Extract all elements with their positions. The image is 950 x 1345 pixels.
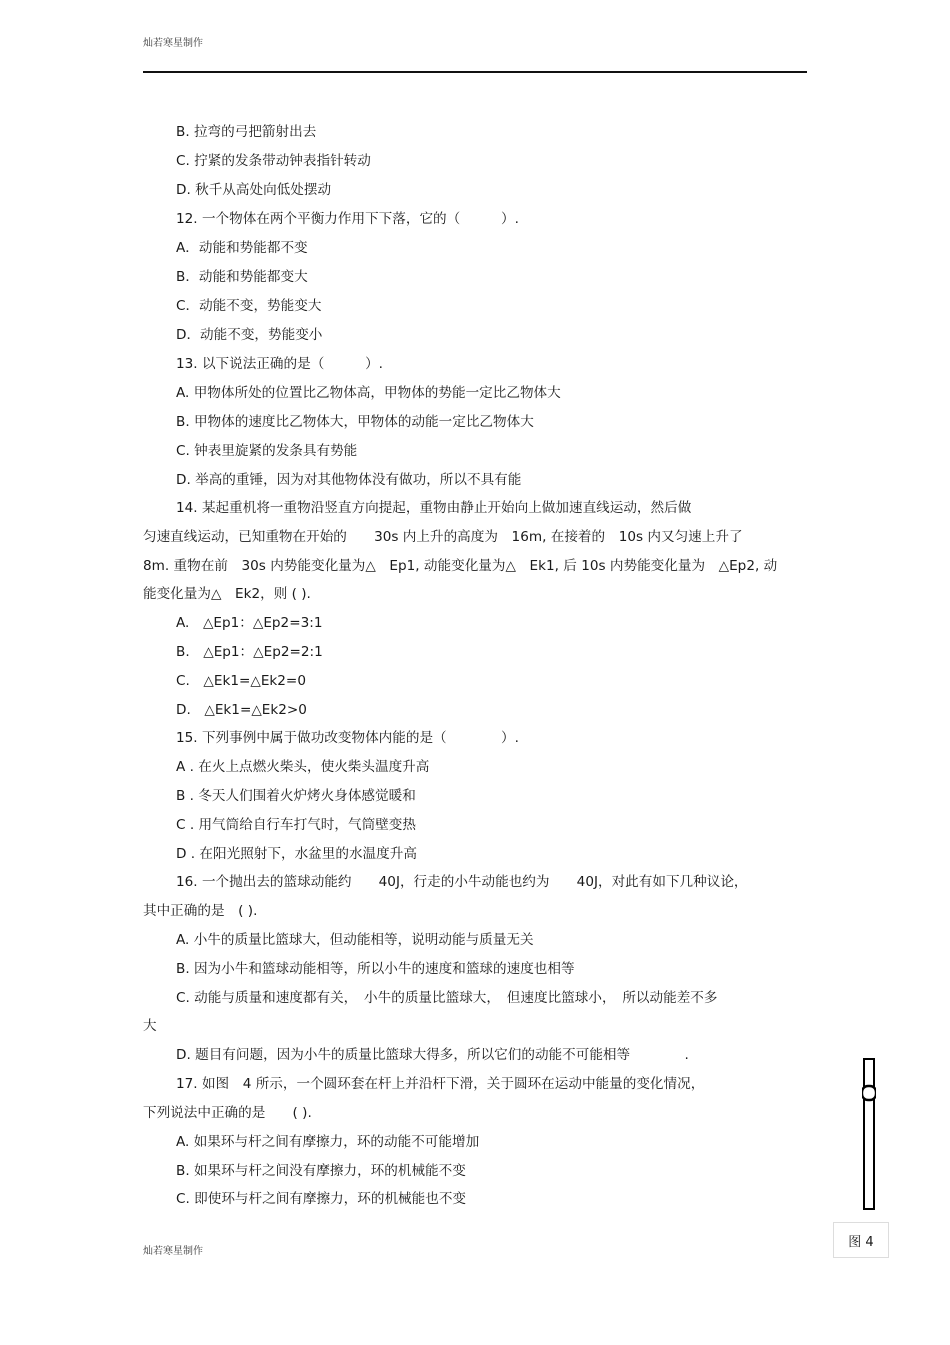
ring	[862, 1086, 876, 1100]
question-17: 17. 如图 4 所示，一个圆环套在杆上并沿杆下滑，关于圆环在运动中能量的变化情况，	[176, 1076, 705, 1092]
text-line: D. △Ek1=△Ek2>0	[176, 702, 307, 718]
text-line: B . 冬天人们围着火炉烤火身体感觉暖和	[176, 788, 416, 804]
text-line: 下列说法中正确的是 ( ).	[143, 1105, 312, 1121]
text-line: C. 拧紧的发条带动钟表指针转动	[176, 153, 371, 169]
text-line: C . 用气筒给自行车打气时，气筒壁变热	[176, 817, 416, 833]
rod-ring-figure	[862, 1058, 876, 1210]
text-line: B. 因为小牛和篮球动能相等，所以小牛的速度和篮球的速度也相等	[176, 961, 575, 977]
figure-caption: 图 4	[833, 1222, 889, 1258]
text-line: A . 在火上点燃火柴头，使火柴头温度升高	[176, 759, 430, 775]
page-header: 灿若寒星制作	[143, 38, 203, 49]
question-14: 14. 某起重机将一重物沿竖直方向提起，重物由静止开始向上做加速直线运动，然后做	[176, 500, 692, 516]
text-line: 8m. 重物在前 30s 内势能变化量为△ Ep1, 动能变化量为△ Ek1, 后 10s 内势能变化量为 △Ep2, 动	[143, 558, 778, 574]
text-line: 能变化量为△ Ek2，则 ( ).	[143, 586, 311, 602]
text-line: C．动能不变，势能变大	[176, 298, 322, 314]
question-12: 12. 一个物体在两个平衡力作用下下落，它的（ ）.	[176, 211, 519, 227]
text-line: C. 即使环与杆之间有摩擦力，环的机械能也不变	[176, 1191, 467, 1207]
question-13: 13. 以下说法正确的是（ ）.	[176, 356, 383, 372]
text-line: D. 秋千从高处向低处摆动	[176, 182, 332, 198]
header-rule	[143, 71, 807, 73]
text-line: C. 钟表里旋紧的发条具有势能	[176, 443, 358, 459]
page-footer: 灿若寒星制作	[143, 1246, 203, 1257]
text-line: D．动能不变，势能变小	[176, 327, 323, 343]
text-line: 其中正确的是 ( ).	[143, 903, 258, 919]
text-line: A．动能和势能都不变	[176, 240, 308, 256]
text-line: A. 如果环与杆之间有摩擦力，环的动能不可能增加	[176, 1134, 480, 1150]
text-line: C. △Ek1=△Ek2=0	[176, 673, 306, 689]
text-line: B. 拉弯的弓把箭射出去	[176, 124, 317, 140]
text-line: B. 如果环与杆之间没有摩擦力，环的机械能不变	[176, 1163, 466, 1179]
text-line: 匀速直线运动，已知重物在开始的 30s 内上升的高度为 16m, 在接着的 10s 内又匀速上升了	[143, 529, 743, 545]
text-line: B. 甲物体的速度比乙物体大，甲物体的动能一定比乙物体大	[176, 414, 534, 430]
text-line: C. 动能与质量和速度都有关， 小牛的质量比篮球大， 但速度比篮球小， 所以动能差不多	[176, 990, 718, 1006]
text-line: D . 在阳光照射下，水盆里的水温度升高	[176, 846, 417, 862]
question-15: 15. 下列事例中属于做功改变物体内能的是（ ）.	[176, 730, 519, 746]
text-line: 大	[143, 1018, 157, 1034]
text-line: D. 举高的重锤，因为对其他物体没有做功，所以不具有能	[176, 472, 522, 488]
text-line: D. 题目有问题，因为小牛的质量比篮球大得多，所以它们的动能不可能相等 .	[176, 1047, 689, 1063]
text-line: A. △Ep1：△Ep2=3:1	[176, 615, 323, 631]
text-line: B. △Ep1：△Ep2=2:1	[176, 644, 323, 660]
text-line: A. 小牛的质量比篮球大，但动能相等，说明动能与质量无关	[176, 932, 534, 948]
text-line: A. 甲物体所处的位置比乙物体高，甲物体的势能一定比乙物体大	[176, 385, 561, 401]
question-16: 16. 一个抛出去的篮球动能约 40J，行走的小牛动能也约为 40J，对此有如下几种议论，	[176, 874, 748, 890]
text-line: B．动能和势能都变大	[176, 269, 308, 285]
